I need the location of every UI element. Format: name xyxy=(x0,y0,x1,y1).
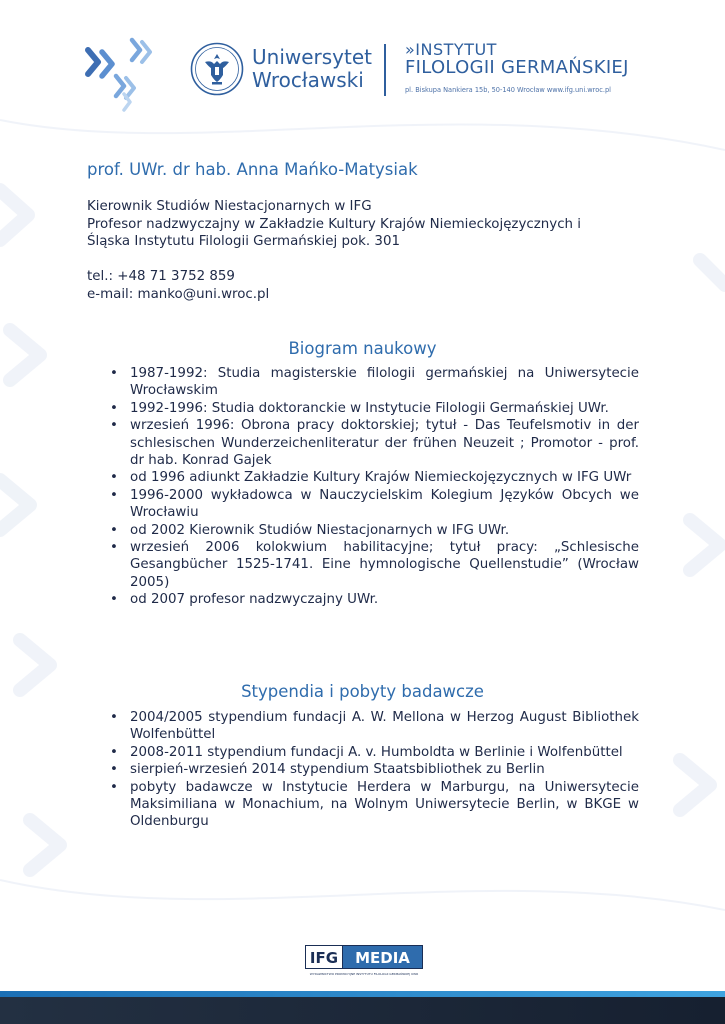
institute-block xyxy=(405,41,629,95)
institute-line2: FILOLOGII GERMAŃSKIEJ xyxy=(405,57,629,78)
university-seal-icon xyxy=(190,42,244,96)
list-item: • od 2002 Kierownik Studiów Niestacjonarnych w IFG UWr. xyxy=(107,522,639,539)
institute-label: INSTYTUT xyxy=(415,40,497,59)
list-item: • pobyty badawcze w Instytucie Herdera w Marburgu, na Uniwersytecie Maksimiliana w Monachium, na Wolnym Uniwersytecie Berlin, w BKGE w Oldenburgu xyxy=(107,779,639,831)
list-item: • 2004/2005 stypendium fundacji A. W. Mellona w Herzog August Bibliothek Wolfenbüttel xyxy=(107,709,639,744)
stypendia-list xyxy=(107,709,639,831)
ifg-media-logo-tagline: WYDAWNICTWO PROMOCYJNE INSTYTUTU FILOLOGII GERMAŃSKIEJ UWR xyxy=(309,972,419,976)
letterhead xyxy=(0,0,725,140)
list-item: • wrzesień 1996: Obrona pracy doktorskiej; tytuł - Das Teufelsmotiv in der schlesischen Wunderzeichenliteratur der frühen Neuzeit ; Promotor - prof. dr hab. Konrad Gajek xyxy=(107,417,639,469)
university-name-line2: Wrocławski xyxy=(252,68,364,92)
role-line-2: Profesor nadzwyczajny w Zakładzie Kultury Krajów Niemieckojęzycznych i xyxy=(87,216,582,232)
list-item: • wrzesień 2006 kolokwium habilitacyjne; tytuł pracy: „Schlesische Gesangbücher 1525-1741. Eine hymnologische Quellenstudie” (Wrocław 2005) xyxy=(107,539,639,591)
institute-line1 xyxy=(405,41,629,58)
footer-accent-stripe xyxy=(0,991,725,997)
list-item: • sierpień-wrzesień 2014 stypendium Staatsbibliothek zu Berlin xyxy=(107,761,639,778)
header-divider xyxy=(384,44,386,96)
list-item: • 1987-1992: Studia magisterskie filologii germańskiej na Uniwersytecie Wrocławskim xyxy=(107,365,639,400)
role-line-3: Śląska Instytutu Filologii Germańskiej pok. 301 xyxy=(87,234,400,249)
ifg-media-logo-left: IFG xyxy=(309,949,339,967)
contact-info xyxy=(87,198,640,303)
footer-stripe xyxy=(0,991,725,1024)
ifg-media-logo-right: MEDIA xyxy=(355,949,410,967)
university-name-line1: Uniwersytet xyxy=(252,45,372,69)
email[interactable]: e-mail: manko@uni.wroc.pl xyxy=(87,286,270,302)
spacer xyxy=(87,251,640,269)
list-item: • od 2007 profesor nadzwyczajny UWr. xyxy=(107,591,639,608)
list-item: • 1992-1996: Studia doktoranckie w Instytucie Filologii Germańskiej UWr. xyxy=(107,400,639,417)
stypendia-heading: Stypendia i pobyty badawcze xyxy=(241,682,484,701)
list-item: • od 1996 adiunkt Zakładzie Kultury Krajów Niemieckojęzycznych w IFG UWr xyxy=(107,469,639,486)
person-name-title: prof. UWr. dr hab. Anna Mańko-Matysiak xyxy=(87,160,418,179)
university-name xyxy=(252,46,372,92)
institute-chevrons-icon: » xyxy=(405,40,416,59)
list-item: • 1996-2000 wykładowca w Nauczycielskim Kolegium Języków Obcych we Wrocławiu xyxy=(107,487,639,522)
phone: tel.: +48 71 3752 859 xyxy=(87,269,235,284)
biogram-heading: Biogram naukowy xyxy=(288,339,437,358)
biogram-list xyxy=(107,365,639,609)
institute-address: pl. Biskupa Nankiera 15b, 50-140 Wrocław www.ifg.uni.wroc.pl xyxy=(405,86,612,94)
list-item: • 2008-2011 stypendium fundacji A. v. Humboldta w Berlinie i Wolfenbüttel xyxy=(107,744,639,761)
ifg-chevron-logo-icon xyxy=(80,36,160,112)
role-line-1: Kierownik Studiów Niestacjonarnych w IFG xyxy=(87,199,372,214)
ifg-media-logo xyxy=(305,945,423,977)
